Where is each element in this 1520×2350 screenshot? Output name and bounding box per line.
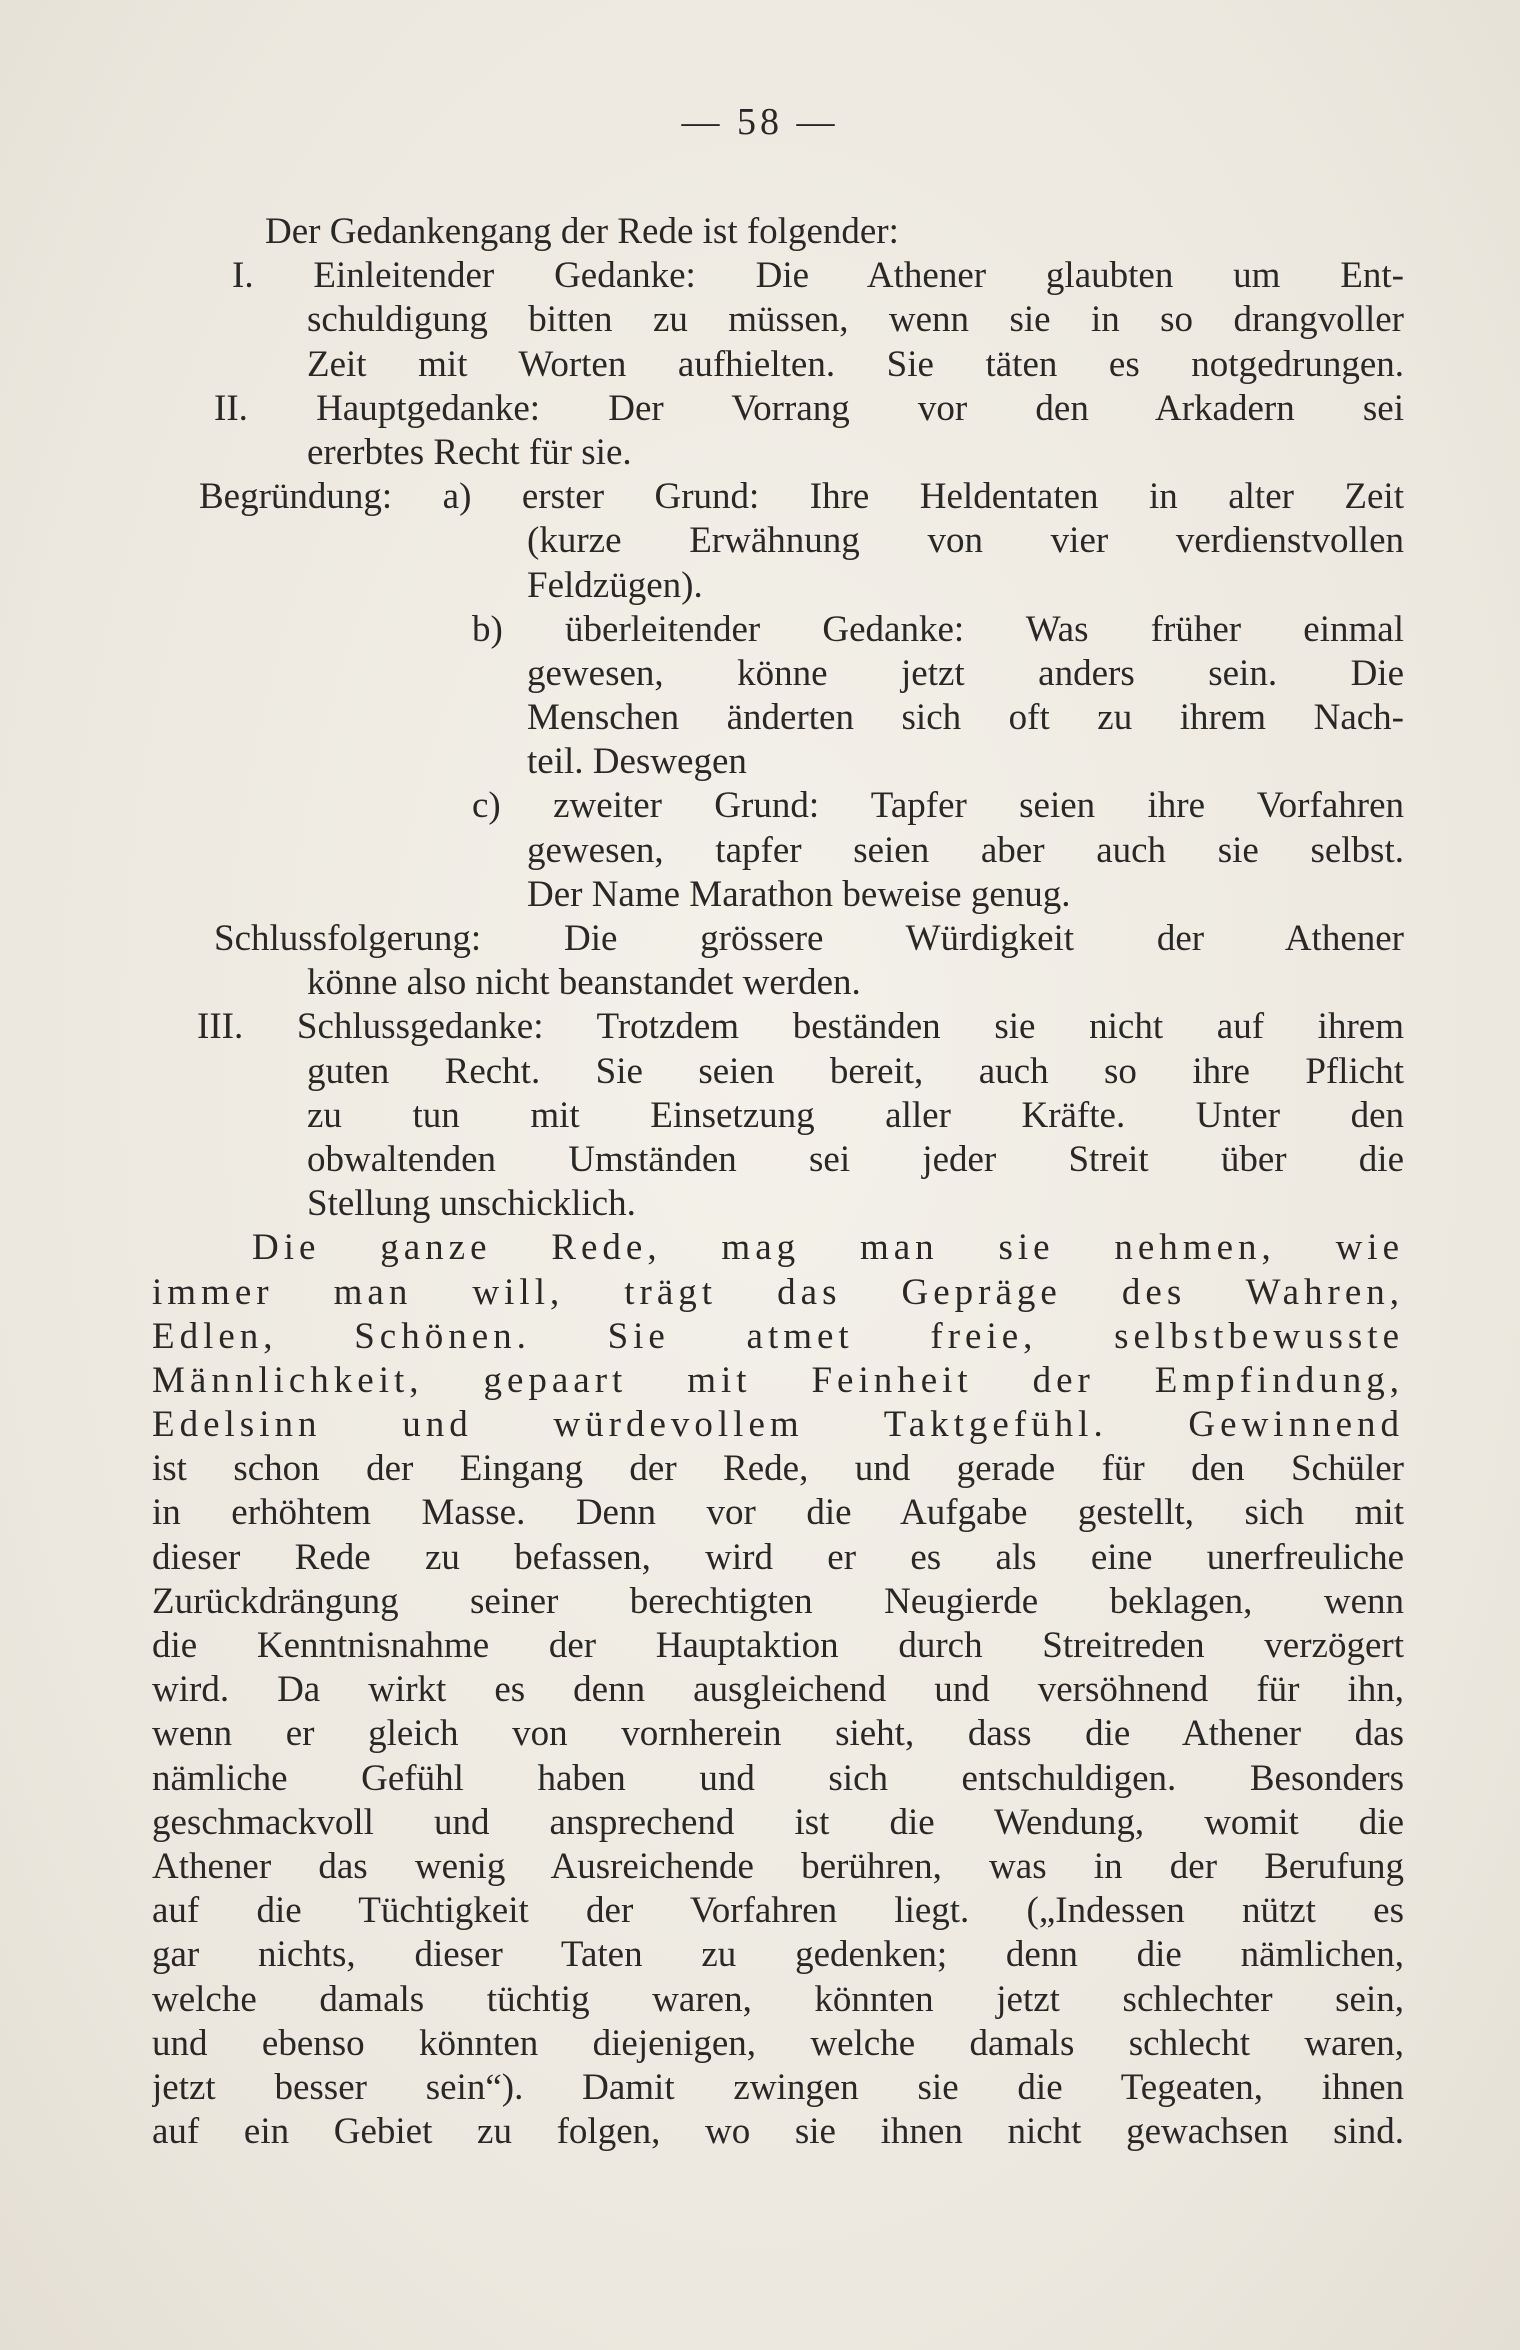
text-line: II. Hauptgedanke: Der Vorrang vor den Arkadern sei bbox=[214, 387, 1404, 429]
text-line: Athener das wenig Ausreichende berühren, was in der Berufung bbox=[152, 1845, 1404, 1887]
text-line: ist schon der Eingang der Rede, und gerade für den Schüler bbox=[152, 1448, 1404, 1490]
text-line: b) überleitender Gedanke: Was früher einmal bbox=[472, 608, 1404, 650]
text-line: die Kenntnisnahme der Hauptaktion durch Streitreden verzögert bbox=[152, 1625, 1404, 1666]
page-number: — 58 — bbox=[681, 101, 839, 143]
text-line: in erhöhtem Masse. Denn vor die Aufgabe gestellt, sich mit bbox=[152, 1492, 1404, 1534]
text-line: Stellung unschicklich. bbox=[307, 1183, 636, 1225]
text-line: welche damals tüchtig waren, könnten jetzt schlechter sein, bbox=[152, 1978, 1404, 2020]
text-line: Schlussfolgerung: Die grössere Würdigkeit der Athener bbox=[214, 918, 1404, 959]
text-line: obwaltenden Umständen sei jeder Streit über die bbox=[307, 1138, 1404, 1180]
text-line: nämliche Gefühl haben und sich entschuldigen. Besonders bbox=[152, 1757, 1404, 1799]
text-line: immer man will, trägt das Gepräge des Wahren, bbox=[152, 1271, 1404, 1313]
text-line: III. Schlussgedanke: Trotzdem beständen sie nicht auf ihrem bbox=[197, 1006, 1404, 1048]
text-line: Der Gedankengang der Rede ist folgender: bbox=[265, 211, 899, 252]
body-text bbox=[152, 210, 1404, 2154]
text-line: Zurückdrängung seiner berechtigten Neugierde beklagen, wenn bbox=[152, 1580, 1404, 1622]
text-line: auf die Tüchtigkeit der Vorfahren liegt. („Indessen nützt es bbox=[152, 1890, 1404, 1932]
text-line: I. Einleitender Gedanke: Die Athener glaubten um Ent- bbox=[232, 255, 1404, 297]
text-line: gewesen, tapfer seien aber auch sie selbst. bbox=[527, 829, 1404, 871]
text-line: Edlen, Schönen. Sie atmet freie, selbstbewusste bbox=[152, 1315, 1404, 1357]
text-line: (kurze Erwähnung von vier verdienstvollen bbox=[527, 520, 1404, 562]
text-line: teil. Deswegen bbox=[527, 741, 747, 783]
text-line: gewesen, könne jetzt anders sein. Die bbox=[527, 652, 1404, 694]
text-line: Männlichkeit, gepaart mit Feinheit der Empfindung, bbox=[152, 1359, 1404, 1401]
text-line: Feldzügen). bbox=[527, 564, 703, 606]
text-line: geschmackvoll und ansprechend ist die Wendung, womit die bbox=[152, 1801, 1404, 1843]
text-line: c) zweiter Grund: Tapfer seien ihre Vorfahren bbox=[472, 785, 1404, 827]
text-line: guten Recht. Sie seien bereit, auch so ihre Pflicht bbox=[307, 1050, 1404, 1092]
text-line: zu tun mit Einsetzung aller Kräfte. Unter den bbox=[307, 1094, 1404, 1136]
text-line: Zeit mit Worten aufhielten. Sie täten es notgedrungen. bbox=[307, 343, 1404, 385]
text-line: auf ein Gebiet zu folgen, wo sie ihnen nicht gewachsen sind. bbox=[152, 2111, 1404, 2153]
text-line: schuldigung bitten zu müssen, wenn sie in so drangvoller bbox=[307, 299, 1404, 341]
text-line: Der Name Marathon beweise genug. bbox=[527, 873, 1071, 915]
text-line: Edelsinn und würdevollem Taktgefühl. Gewinnend bbox=[152, 1404, 1404, 1446]
text-line: wenn er gleich von vornherein sieht, dass die Athener das bbox=[152, 1713, 1404, 1755]
text-line: Menschen änderten sich oft zu ihrem Nach- bbox=[527, 697, 1404, 739]
text-line: und ebenso könnten diejenigen, welche damals schlecht waren, bbox=[152, 2022, 1404, 2064]
text-line: gar nichts, dieser Taten zu gedenken; denn die nämlichen, bbox=[152, 1934, 1404, 1976]
text-line: ererbtes Recht für sie. bbox=[307, 431, 632, 473]
text-line: Begründung: a) erster Grund: Ihre Heldentaten in alter Zeit bbox=[199, 476, 1404, 518]
text-line: dieser Rede zu befassen, wird er es als eine unerfreuliche bbox=[152, 1536, 1404, 1578]
text-line: jetzt besser sein“). Damit zwingen sie die Tegeaten, ihnen bbox=[152, 2066, 1404, 2108]
text-line: wird. Da wirkt es denn ausgleichend und versöhnend für ihn, bbox=[152, 1669, 1404, 1711]
text-line: Die ganze Rede, mag man sie nehmen, wie bbox=[252, 1227, 1404, 1269]
text-line: könne also nicht beanstandet werden. bbox=[307, 962, 861, 1004]
